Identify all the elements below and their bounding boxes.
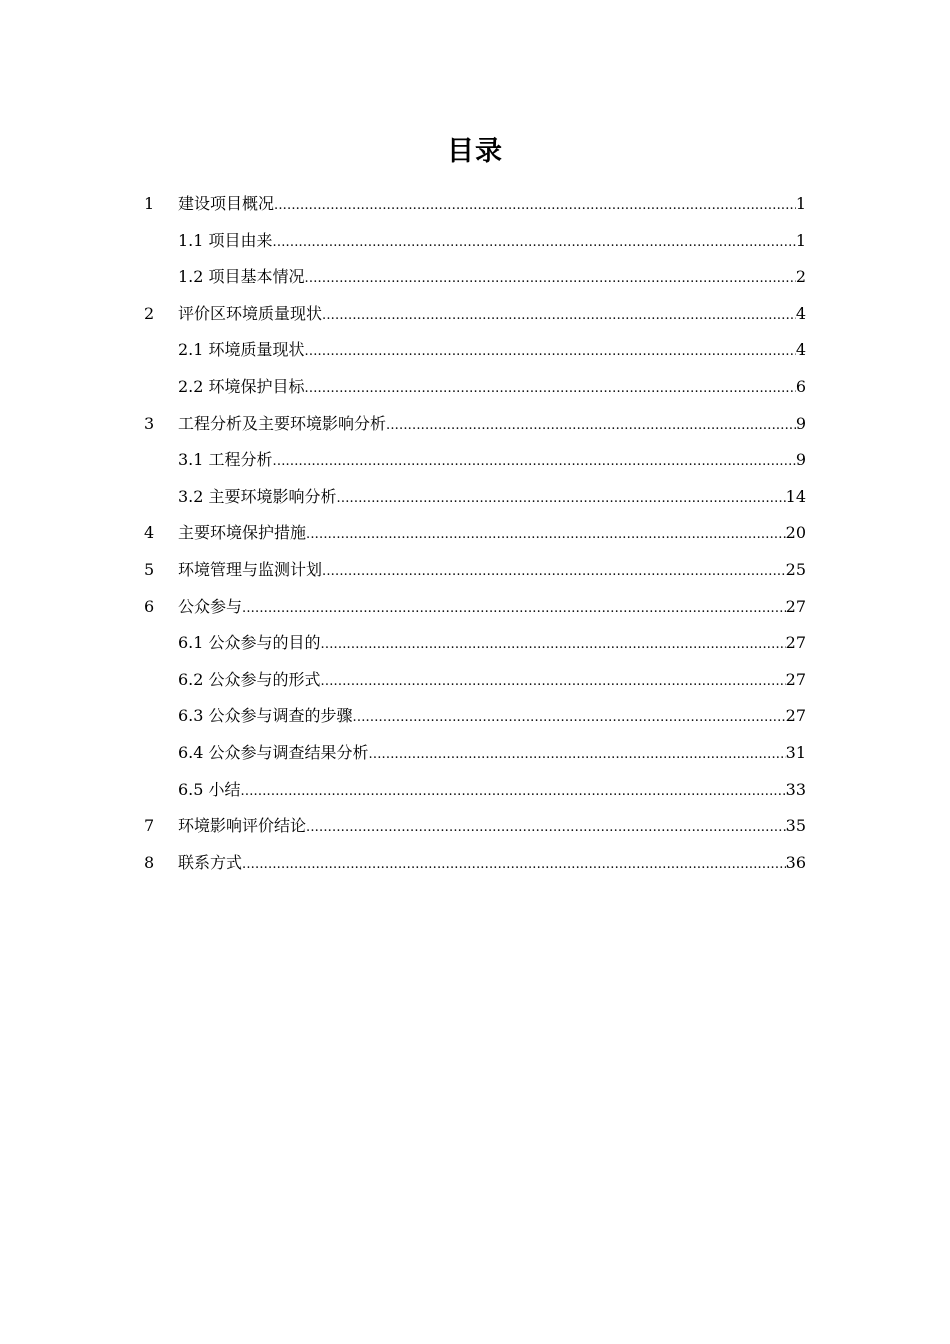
toc-entry[interactable] [0, 554, 950, 591]
toc-entry-label: 工程分析及主要环境影响分析 [178, 413, 387, 433]
toc-entry-body [178, 481, 806, 515]
toc-entry-page: 27 [785, 669, 806, 689]
toc-leader-dots [322, 300, 796, 332]
toc-entry-label: 环境管理与监测计划 [178, 559, 323, 579]
toc-leader-dots [369, 739, 786, 771]
toc-entry[interactable] [0, 225, 950, 262]
table-of-contents [0, 188, 950, 883]
toc-entry-body [178, 261, 806, 295]
toc-entry-number: 6 [144, 596, 155, 616]
toc-leader-dots [321, 666, 786, 698]
toc-entry-label: 联系方式 [178, 852, 243, 872]
toc-entry-label: 3.2 主要环境影响分析 [178, 486, 337, 506]
toc-entry-label: 6.2 公众参与的形式 [178, 669, 321, 689]
toc-entry-body [178, 847, 806, 881]
toc-entry-page: 33 [785, 779, 806, 799]
toc-leader-dots [386, 410, 796, 442]
toc-entry-number: 8 [144, 852, 155, 872]
toc-entry-page: 36 [785, 852, 806, 872]
toc-entry-label: 1.2 项目基本情况 [178, 267, 305, 287]
toc-leader-dots [322, 556, 786, 588]
toc-entry-number: 7 [144, 816, 155, 836]
toc-entry[interactable] [0, 408, 950, 445]
toc-entry-body [178, 188, 806, 222]
toc-leader-dots [242, 593, 786, 625]
toc-leader-dots [305, 373, 796, 405]
toc-entry-label: 2.2 环境保护目标 [178, 376, 305, 396]
toc-entry-body [178, 444, 806, 478]
toc-entry-page: 4 [795, 303, 806, 323]
toc-entry-number: 1 [144, 194, 155, 213]
toc-entry-number: 3 [144, 413, 155, 433]
toc-entry-label: 环境影响评价结论 [178, 816, 307, 836]
toc-leader-dots [321, 629, 786, 661]
toc-leader-dots [242, 849, 786, 881]
toc-entry-body [178, 737, 806, 771]
toc-entry-number: 2 [144, 303, 155, 323]
toc-leader-dots [305, 263, 796, 295]
toc-entry-body [178, 554, 806, 588]
toc-entry-body [178, 774, 806, 808]
toc-entry-page: 27 [785, 706, 806, 726]
toc-entry-body [178, 225, 806, 259]
toc-entry[interactable] [0, 810, 950, 847]
toc-entry-label: 公众参与 [178, 596, 243, 616]
toc-entry-label: 2.1 环境质量现状 [178, 340, 305, 360]
toc-entry-page: 20 [785, 523, 806, 543]
toc-entry-page: 9 [795, 450, 806, 470]
toc-entry-label: 6.4 公众参与调查结果分析 [178, 742, 369, 762]
toc-entry-label: 评价区环境质量现状 [178, 303, 323, 323]
toc-entry-number: 5 [144, 559, 155, 579]
toc-entry-page: 1 [795, 230, 806, 250]
toc-leader-dots [305, 336, 796, 368]
toc-entry-label: 6.3 公众参与调查的步骤 [178, 706, 353, 726]
toc-leader-dots [306, 519, 786, 551]
toc-entry[interactable] [0, 481, 950, 518]
toc-entry-label: 3.1 工程分析 [178, 450, 273, 470]
toc-entry[interactable] [0, 334, 950, 371]
toc-entry[interactable] [0, 737, 950, 774]
toc-entry[interactable] [0, 517, 950, 554]
toc-entry[interactable] [0, 298, 950, 335]
toc-entry-page: 6 [795, 376, 806, 396]
toc-entry-page: 35 [785, 816, 806, 836]
toc-entry-body [178, 408, 806, 442]
toc-entry[interactable] [0, 591, 950, 628]
toc-entry-label: 1.1 项目由来 [178, 230, 273, 250]
page-title: 目录 [447, 136, 503, 167]
toc-entry-body [178, 664, 806, 698]
toc-entry-page: 31 [785, 742, 806, 762]
toc-entry[interactable] [0, 700, 950, 737]
toc-entry-label: 6.1 公众参与的目的 [178, 633, 321, 653]
toc-entry-page: 4 [795, 340, 806, 360]
toc-entry[interactable] [0, 627, 950, 664]
toc-entry-page: 25 [785, 559, 806, 579]
toc-entry-body [178, 334, 806, 368]
toc-entry-body [178, 298, 806, 332]
toc-leader-dots [273, 227, 796, 259]
toc-entry[interactable] [0, 188, 950, 225]
toc-entry-body [178, 700, 806, 734]
toc-entry-body [178, 591, 806, 625]
toc-entry-page: 9 [795, 413, 806, 433]
toc-entry-label: 主要环境保护措施 [178, 523, 307, 543]
toc-leader-dots [306, 812, 786, 844]
toc-entry-page: 27 [785, 633, 806, 653]
toc-entry[interactable] [0, 444, 950, 481]
toc-leader-dots [241, 776, 786, 808]
toc-entry-body [178, 627, 806, 661]
toc-leader-dots [274, 190, 796, 222]
toc-entry[interactable] [0, 261, 950, 298]
toc-entry-body [178, 371, 806, 405]
toc-entry-body [178, 810, 806, 844]
toc-leader-dots [337, 483, 786, 515]
toc-entry-number: 4 [144, 523, 155, 543]
toc-entry-page: 27 [785, 596, 806, 616]
toc-entry-label: 6.5 小结 [178, 779, 241, 799]
toc-entry-label: 建设项目概况 [178, 194, 275, 213]
toc-leader-dots [273, 446, 796, 478]
toc-entry-page: 2 [795, 267, 806, 287]
toc-entry[interactable] [0, 664, 950, 701]
toc-entry-body [178, 517, 806, 551]
toc-entry[interactable] [0, 371, 950, 408]
toc-entry-page: 1 [795, 194, 806, 213]
toc-entry[interactable] [0, 774, 950, 811]
toc-leader-dots [353, 702, 786, 734]
toc-entry-page: 14 [785, 486, 806, 506]
toc-entry[interactable] [0, 847, 950, 884]
